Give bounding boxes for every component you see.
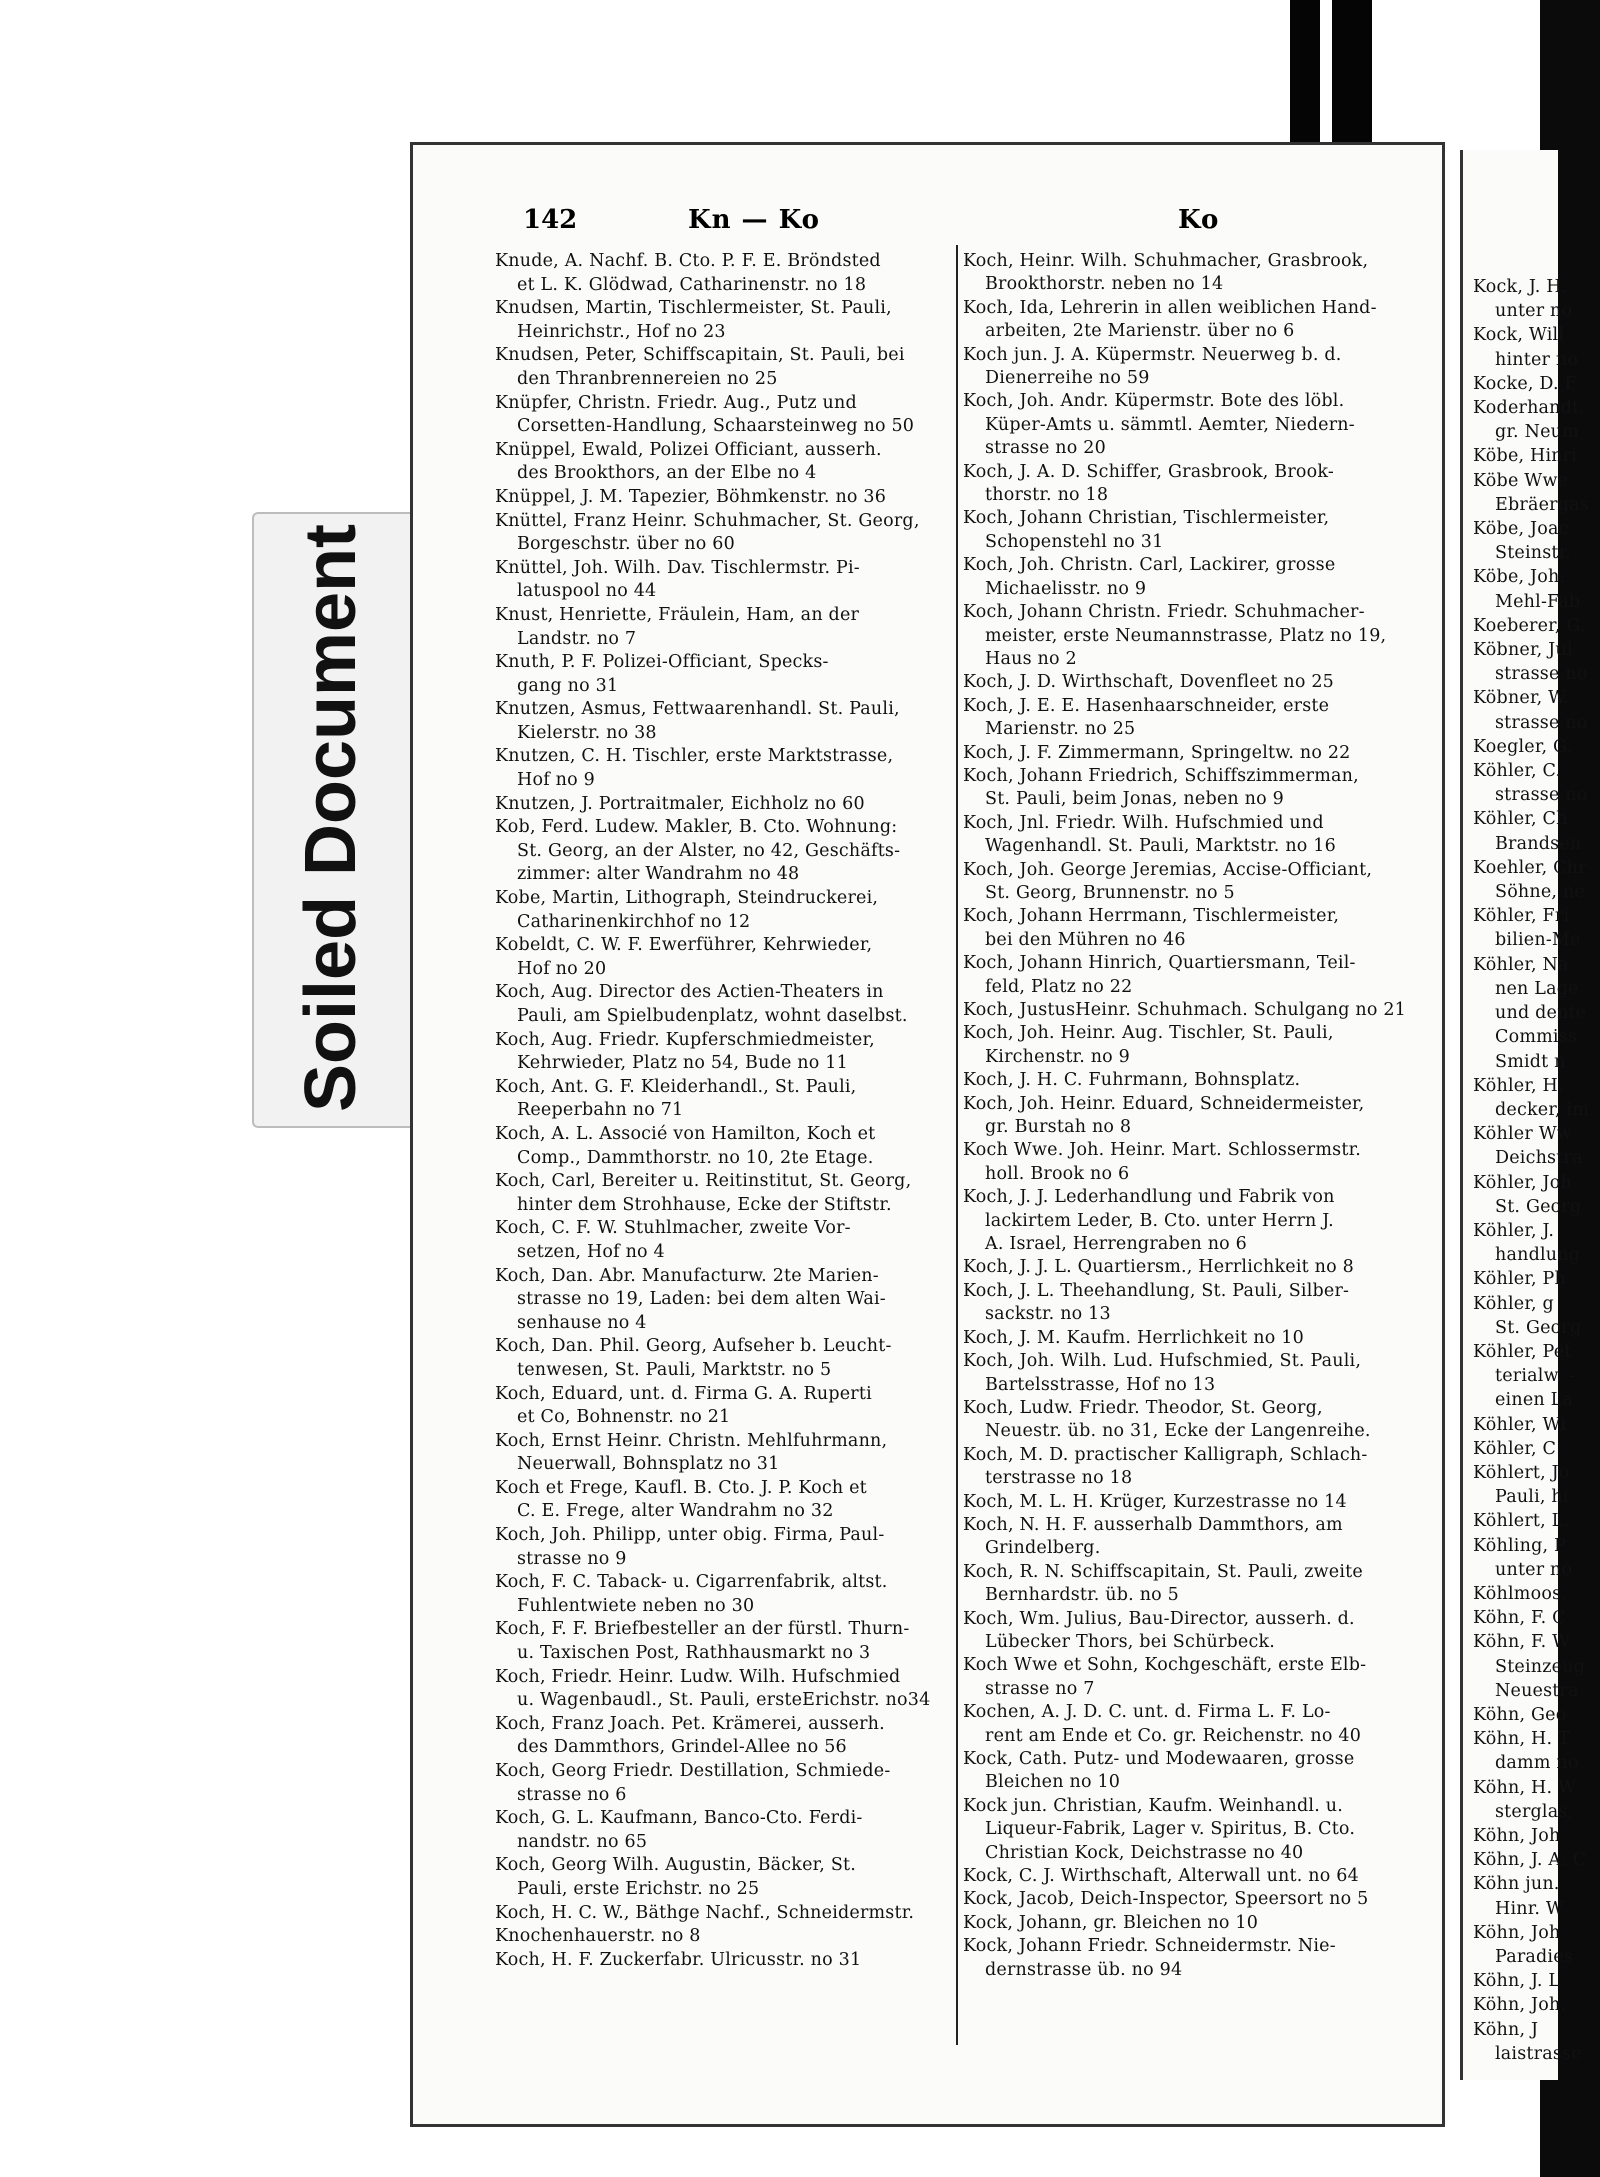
entry-line: des Brookthors, an der Elbe no 4 (517, 463, 817, 484)
entry-line: Deichstra (1495, 1148, 1583, 1169)
entry-line: Mehl-Fab (1495, 591, 1581, 612)
entry-line: et L. K. Glödwad, Catharinenstr. no 18 (517, 274, 867, 295)
entry-line: Hof no 20 (517, 958, 607, 979)
entry-line: Knüpfer, Christn. Friedr. Aug., Putz und (495, 392, 857, 413)
entry-line: Reeperbahn no 71 (517, 1100, 684, 1121)
entry-line: Köhler Ww (1473, 1124, 1573, 1145)
entry-line: Köhler, Na (1473, 954, 1569, 975)
entry-line: Köhn, J (1473, 2019, 1539, 2040)
entry-line: und dente (1495, 1003, 1587, 1024)
entry-line: Köhn, J. A. C (1473, 1850, 1587, 1871)
entry-line: St. Georg (1495, 1317, 1582, 1338)
entry-line: tenwesen, St. Pauli, Marktstr. no 5 (517, 1359, 832, 1380)
entry-line: strasse no 6 (517, 1784, 627, 1805)
entry-line: Kock, J. H. (1473, 277, 1568, 297)
entry-line: Grindelberg. (985, 1538, 1101, 1559)
entry-line: Bleichen no 10 (985, 1772, 1121, 1793)
entry-line: thorstr. no 18 (985, 485, 1109, 506)
entry-line: u. Wagenbaudl., St. Pauli, ersteErichstr. no34 (517, 1690, 931, 1711)
entry-line: Ebräergas (1495, 494, 1589, 515)
entry-line: Koch, H. F. Zuckerfabr. Ulricusstr. no 31 (495, 1949, 862, 1970)
entry-line: Knust, Henriette, Fräulein, Ham, an der (495, 604, 860, 625)
entry-line: Koch, J. M. Kaufm. Herrlichkeit no 10 (963, 1327, 1304, 1348)
entry-line: Köhler, Pet (1473, 1341, 1572, 1362)
entry-line: Koch, Ernst Heinr. Christn. Mehlfuhrmann, (495, 1430, 888, 1451)
entry-line: Kob, Ferd. Ludew. Makler, B. Cto. Wohnung: (495, 817, 898, 838)
entry-line: Köbe Wwe (1473, 470, 1569, 491)
entry-line: Knutzen, Asmus, Fettwaarenhandl. St. Pauli, (495, 699, 900, 720)
entry-line: Koehler, Chr (1473, 857, 1587, 878)
entry-line: Smidt n (1495, 1051, 1566, 1072)
entry-line: Köhler, Wi (1473, 1414, 1567, 1435)
entry-line: Köhlert, Jo (1473, 1462, 1570, 1483)
entry-line: Koch, Joh. Wilh. Lud. Hufschmied, St. Pauli, (963, 1351, 1362, 1372)
entry-line: latuspool no 44 (517, 581, 657, 602)
entry-line: Steinstr. (1495, 543, 1572, 564)
entry-line: Koch, Johann Friedrich, Schiffszimmerman, (963, 765, 1359, 786)
right-column (963, 250, 1433, 1982)
entry-line: Köbe, Hinri (1473, 446, 1578, 467)
entry-line: unter no (1495, 301, 1573, 322)
right-heading: Ko (1178, 205, 1220, 235)
entry-line: Knutzen, J. Portraitmaler, Eichholz no 60 (495, 793, 865, 814)
entry-line: Koch, M. D. practischer Kalligraph, Schlach- (963, 1444, 1368, 1465)
entry-line: Köhler, H. (1473, 1075, 1564, 1096)
entry-line: Köhn jun. (1473, 1874, 1560, 1895)
entry-line: decker, im (1495, 1099, 1590, 1120)
entry-line: Pauli, hi (1495, 1487, 1569, 1508)
entry-line: Borgeschstr. über no 60 (517, 534, 735, 555)
entry-line: Commiss (1495, 1027, 1578, 1048)
entry-line: Koch, J. J. Lederhandlung und Fabrik von (963, 1187, 1335, 1208)
entry-line: meister, erste Neumannstrasse, Platz no 19, (985, 625, 1387, 646)
entry-line: unter no (1495, 1559, 1573, 1580)
entry-line: sackstr. no 13 (985, 1304, 1111, 1325)
entry-line: St. Georg (1495, 1196, 1582, 1217)
entry-line: Koch, J. F. Zimmermann, Springeltw. no 22 (963, 742, 1351, 763)
entry-line: Koch, Jnl. Friedr. Wilh. Hufschmied und (963, 812, 1324, 833)
entry-line: Dienerreihe no 59 (985, 368, 1150, 389)
entry-line: nandstr. no 65 (517, 1831, 648, 1852)
entry-line: hinter dem Strohhause, Ecke der Stiftstr. (517, 1194, 892, 1215)
entry-line: Köhn, H. T (1473, 1729, 1570, 1750)
column-divider (956, 245, 958, 2045)
entry-line: den Thranbrennereien no 25 (517, 368, 778, 389)
entry-line: terialw. - (1495, 1366, 1575, 1387)
soiled-document-label: Soiled Document (291, 523, 371, 1113)
entry-line: Koch Wwe et Sohn, Kochgeschäft, erste Elb- (963, 1655, 1367, 1676)
entry-line: Landstr. no 7 (517, 628, 637, 649)
entry-line: Köhler, C (1473, 1438, 1557, 1459)
entry-line: Christian Kock, Deichstrasse no 40 (985, 1842, 1304, 1863)
entry-line: Kock, Johann Friedr. Schneidermstr. Nie- (963, 1936, 1336, 1957)
entry-line: Koch Wwe. Joh. Heinr. Mart. Schlossermstr. (963, 1140, 1361, 1161)
directory-page (410, 142, 1445, 2127)
entry-line: dernstrasse üb. no 94 (985, 1959, 1183, 1980)
entry-line: Koch, Johann Christian, Tischlermeister, (963, 508, 1330, 529)
entry-line: Koch, Franz Joach. Pet. Krämerei, ausserh. (495, 1713, 885, 1734)
entry-line: Brookthorstr. neben no 14 (985, 274, 1224, 295)
entry-line: strasse no (1495, 785, 1588, 806)
entry-line: Catharinenkirchhof no 12 (517, 911, 751, 932)
entry-line: Köhler, Ch (1473, 809, 1568, 830)
next-page-column (1473, 275, 1589, 2066)
entry-line: C. E. Frege, alter Wandrahm no 32 (517, 1501, 834, 1522)
entry-line: Koch, Johann Christn. Friedr. Schuhmacher- (963, 602, 1365, 623)
entry-line: Koch, Aug. Friedr. Kupferschmiedmeister, (495, 1029, 875, 1050)
entry-line: Knochenhauerstr. no 8 (495, 1926, 701, 1947)
entry-line: sterglas, (1495, 1801, 1574, 1822)
entry-line: Neuerwall, Bohnsplatz no 31 (517, 1454, 780, 1475)
entry-line: St. Georg, Brunnenstr. no 5 (985, 882, 1235, 903)
entry-line: Kobeldt, C. W. F. Ewerführer, Kehrwieder, (495, 935, 873, 956)
entry-line: Koch, Carl, Bereiter u. Reitinstitut, St. Georg, (495, 1171, 912, 1192)
entry-line: Koch, J. A. D. Schiffer, Grasbrook, Brook- (963, 461, 1334, 482)
page-header (413, 205, 1442, 245)
entry-line: strasse no 19, Laden: bei dem alten Wai- (517, 1289, 886, 1310)
left-column (495, 250, 955, 1972)
entry-line: Koch, Ida, Lehrerin in allen weiblichen Hand- (963, 297, 1377, 318)
entry-line: Knuth, P. F. Polizei-Officiant, Specks- (495, 652, 829, 673)
entry-line: Koch, Aug. Director des Actien-Theaters in (495, 982, 884, 1003)
entry-line: Koch, Joh. Philipp, unter obig. Firma, Paul- (495, 1525, 885, 1546)
entry-line: terstrasse no 18 (985, 1468, 1133, 1489)
entry-line: Koch, J. E. E. Hasenhaarschneider, erste (963, 695, 1330, 716)
entry-line: Neuestr. üb. no 31, Ecke der Langenreihe. (985, 1421, 1371, 1442)
entry-line: lackirtem Leder, B. Cto. unter Herrn J. (985, 1210, 1334, 1231)
entry-line: Koch, Joh. Heinr. Aug. Tischler, St. Pauli, (963, 1023, 1334, 1044)
entry-line: Comp., Dammthorstr. no 10, 2te Etage. (517, 1147, 874, 1168)
entry-line: hinter no (1495, 349, 1579, 370)
entry-line: Bernhardstr. üb. no 5 (985, 1585, 1180, 1606)
entry-line: arbeiten, 2te Marienstr. über no 6 (985, 321, 1295, 342)
entry-line: Knude, A. Nachf. B. Cto. P. F. E. Bröndsted (495, 251, 881, 271)
entry-line: Kehrwieder, Platz no 54, Bude no 11 (517, 1053, 848, 1074)
entry-line: Köhn, Geo (1473, 1704, 1567, 1725)
entry-line: Koch, J. J. L. Quartiersm., Herrlichkeit no 8 (963, 1257, 1354, 1278)
entry-line: Koch, Ludw. Friedr. Theodor, St. Georg, (963, 1397, 1323, 1418)
entry-line: Hof no 9 (517, 770, 595, 791)
entry-line: Kock, Will (1473, 325, 1565, 346)
entry-line: gang no 31 (517, 675, 619, 696)
entry-line: gr. Neum (1495, 422, 1579, 443)
entry-line: Koch, JustusHeinr. Schuhmach. Schulgang no 21 (963, 1000, 1407, 1020)
entry-line: Koch et Frege, Kaufl. B. Cto. J. P. Koch et (495, 1477, 867, 1498)
entry-line: Köhlmoos, (1473, 1583, 1568, 1604)
entry-line: Kocke, D. F (1473, 373, 1577, 394)
entry-line: Köbner, W. (1473, 688, 1570, 709)
entry-line: nen Lage (1495, 978, 1579, 999)
entry-line: Haus no 2 (985, 648, 1077, 669)
entry-line: Köhler, Fri (1473, 906, 1570, 927)
entry-line: Köhn, J. L (1473, 1971, 1561, 1992)
entry-line: Michaelisstr. no 9 (985, 578, 1147, 599)
entry-line: Koch, J. H. C. Fuhrmann, Bohnsplatz. (963, 1070, 1301, 1091)
entry-line: Koch, Georg Wilh. Augustin, Bäcker, St. (495, 1855, 857, 1876)
entry-line: Knutzen, C. H. Tischler, erste Marktstrasse, (495, 746, 894, 767)
entry-line: Koch, F. C. Taback- u. Cigarrenfabrik, altst. (495, 1572, 888, 1593)
entry-line: Koch, F. F. Briefbesteller an der fürstl. Thurn- (495, 1619, 910, 1640)
entry-line: Koch, Heinr. Wilh. Schuhmacher, Grasbrook, (963, 251, 1369, 271)
entry-line: Köhn, F. C (1473, 1608, 1566, 1629)
entry-line: Kirchenstr. no 9 (985, 1046, 1131, 1067)
entry-line: Knudsen, Martin, Tischlermeister, St. Pauli, (495, 298, 892, 319)
entry-line: einen La (1495, 1390, 1574, 1411)
entry-line: Köhn, F. W (1473, 1632, 1571, 1653)
entry-line: handlung (1495, 1245, 1581, 1266)
entry-line: St. Pauli, beim Jonas, neben no 9 (985, 789, 1284, 810)
entry-line: Kock, C. J. Wirthschaft, Alterwall unt. no 64 (963, 1866, 1359, 1887)
entry-line: strasse no 7 (985, 1678, 1095, 1699)
entry-line: Marienstr. no 25 (985, 719, 1136, 740)
entry-line: Köhn, Joh (1473, 1922, 1561, 1943)
entry-line: Koch, Dan. Abr. Manufacturw. 2te Marien- (495, 1265, 879, 1286)
entry-line: Fuhlentwiete neben no 30 (517, 1595, 755, 1616)
entry-line: Köhler, C. (1473, 761, 1562, 782)
entry-line: Knüppel, Ewald, Polizei Officiant, ausserh. (495, 439, 882, 460)
entry-line: Koch jun. J. A. Küpermstr. Neuerweg b. d. (963, 344, 1342, 365)
entry-line: Koeberer, G. (1473, 615, 1586, 636)
black-stripe (1332, 0, 1372, 150)
entry-line: Koch, J. L. Theehandlung, St. Pauli, Silber- (963, 1280, 1350, 1301)
entry-line: gr. Burstah no 8 (985, 1117, 1132, 1138)
entry-line: Koch, H. C. W., Bäthge Nachf., Schneidermstr. (495, 1902, 915, 1923)
entry-line: Koch, Eduard, unt. d. Firma G. A. Ruperti (495, 1383, 872, 1404)
entry-line: rent am Ende et Co. gr. Reichenstr. no 40 (985, 1725, 1362, 1746)
entry-line: Kielerstr. no 38 (517, 722, 657, 743)
entry-line: Koch, R. N. Schiffscapitain, St. Pauli, zweite (963, 1561, 1363, 1582)
entry-line: Söhne, ne (1495, 882, 1585, 903)
entry-line: St. Georg, an der Alster, no 42, Geschäfts- (517, 840, 901, 861)
entry-line: strasse no 9 (517, 1548, 627, 1569)
entry-line: Koch, Joh. Christn. Carl, Lackirer, grosse (963, 555, 1336, 576)
entry-line: senhause no 4 (517, 1312, 647, 1333)
entry-line: Koch, N. H. F. ausserhalb Dammthors, am (963, 1514, 1343, 1535)
entry-line: Koch, Johann Hinrich, Quartiersmann, Teil- (963, 953, 1356, 974)
entry-line: Köhler, g (1473, 1293, 1554, 1314)
page-number: 142 (523, 205, 578, 235)
entry-line: Kock, Jacob, Deich-Inspector, Speersort no 5 (963, 1889, 1369, 1910)
entry-line: Kock, Cath. Putz- und Modewaaren, grosse (963, 1749, 1355, 1769)
entry-line: Kobe, Martin, Lithograph, Steindruckerei, (495, 888, 879, 909)
entry-line: Liqueur-Fabrik, Lager v. Spiritus, B. Cto. (985, 1819, 1356, 1840)
left-heading: Kn — Ko (688, 205, 820, 235)
entry-line: Küper-Amts u. sämmtl. Aemter, Niedern- (985, 414, 1355, 435)
entry-line: feld, Platz no 22 (985, 976, 1133, 997)
entry-line: Knudsen, Peter, Schiffscapitain, St. Pauli, bei (495, 345, 905, 366)
entry-line: Koch, A. L. Associé von Hamilton, Koch et (495, 1123, 876, 1144)
entry-line: Koch, Wm. Julius, Bau-Director, ausserh. d. (963, 1608, 1355, 1629)
entry-line: Knüttel, Joh. Wilh. Dav. Tischlermstr. Pi- (495, 557, 860, 578)
entry-line: damm no (1495, 1753, 1579, 1774)
entry-line: Kock, Johann, gr. Bleichen no 10 (963, 1912, 1259, 1933)
entry-line: Koch, Joh. Andr. Küpermstr. Bote des löbl. (963, 391, 1345, 412)
entry-line: Knüppel, J. M. Tapezier, Böhmkenstr. no 36 (495, 486, 887, 507)
entry-line: Köhn, Joh. (1473, 1995, 1567, 2016)
entry-line: Koch, Johann Herrmann, Tischlermeister, (963, 906, 1340, 927)
entry-line: Köbner, Jul (1473, 640, 1573, 661)
entry-line: Köhn, H. W (1473, 1777, 1577, 1798)
entry-line: Köhlert, L. (1473, 1511, 1570, 1532)
entry-line: Koch, Joh. George Jeremias, Accise-Officiant, (963, 859, 1373, 880)
entry-line: Schopenstehl no 31 (985, 531, 1164, 552)
entry-line: Brandsen (1495, 833, 1582, 854)
entry-line: Köhn, Joh. (1473, 1826, 1567, 1846)
entry-line: Koch, C. F. W. Stuhlmacher, zweite Vor- (495, 1218, 851, 1239)
entry-line: et Co, Bohnenstr. no 21 (517, 1407, 731, 1428)
entry-line: Paradies (1495, 1947, 1573, 1968)
entry-line: Koch, Friedr. Heinr. Ludw. Wilh. Hufschmied (495, 1666, 901, 1687)
entry-line: Kochen, A. J. D. C. unt. d. Firma L. F. Lo- (963, 1702, 1331, 1723)
entry-line: Neuestra (1495, 1680, 1579, 1701)
entry-line: Köhler, Ph (1473, 1269, 1566, 1290)
entry-line: Steinzeug (1495, 1656, 1586, 1677)
next-page-edge (1460, 150, 1590, 2080)
entry-line: Koch, Joh. Heinr. Eduard, Schneidermeister, (963, 1093, 1365, 1114)
entry-line: Bartelsstrasse, Hof no 13 (985, 1374, 1216, 1395)
entry-line: strasse no 20 (985, 438, 1106, 459)
entry-line: setzen, Hof no 4 (517, 1241, 665, 1262)
entry-line: laistrasse (1495, 2043, 1582, 2064)
entry-line: Köhler, J. (1473, 1220, 1555, 1241)
entry-line: Köbe, Joac (1473, 519, 1569, 540)
entry-line: holl. Brook no 6 (985, 1163, 1130, 1184)
black-stripe (1290, 0, 1320, 150)
entry-line: des Dammthors, Grindel-Allee no 56 (517, 1737, 847, 1758)
entry-line: Koch, Ant. G. F. Kleiderhandl., St. Pauli, (495, 1076, 857, 1097)
entry-line: strasse no (1495, 712, 1588, 733)
entry-line: Lübecker Thors, bei Schürbeck. (985, 1631, 1276, 1652)
entry-line: Pauli, erste Erichstr. no 25 (517, 1878, 760, 1899)
entry-line: bilien-Me (1495, 930, 1581, 951)
entry-line: Köhling, P (1473, 1535, 1566, 1556)
entry-line: Corsetten-Handlung, Schaarsteinweg no 50 (517, 416, 915, 437)
entry-line: Koderhandt, (1473, 398, 1586, 419)
entry-line: zimmer: alter Wandrahm no 48 (517, 864, 800, 885)
entry-line: Koch, G. L. Kaufmann, Banco-Cto. Ferdi- (495, 1808, 863, 1829)
entry-line: Koegler, G. (1473, 736, 1573, 757)
entry-line: A. Israel, Herrengraben no 6 (985, 1234, 1248, 1255)
entry-line: u. Taxischen Post, Rathhausmarkt no 3 (517, 1643, 871, 1664)
entry-line: Hinr. W (1495, 1898, 1565, 1919)
entry-line: Köbe, Joh. (1473, 567, 1566, 588)
entry-line: strasse no (1495, 664, 1588, 685)
entry-line: Koch, Georg Friedr. Destillation, Schmiede- (495, 1761, 891, 1781)
entry-line: Koch, M. L. H. Krüger, Kurzestrasse no 14 (963, 1491, 1347, 1512)
entry-line: bei den Mühren no 46 (985, 929, 1186, 950)
entry-line: Kock jun. Christian, Kaufm. Weinhandl. u. (963, 1795, 1343, 1816)
entry-line: Koch, J. D. Wirthschaft, Dovenfleet no 25 (963, 672, 1335, 693)
entry-line: Koch, Dan. Phil. Georg, Aufseher b. Leucht- (495, 1336, 892, 1357)
entry-line: Pauli, am Spielbudenplatz, wohnt daselbst. (517, 1006, 908, 1026)
entry-line: Köhler, Joh (1473, 1172, 1572, 1193)
entry-line: Knüttel, Franz Heinr. Schuhmacher, St. Georg, (495, 510, 920, 531)
entry-line: Wagenhandl. St. Pauli, Marktstr. no 16 (985, 836, 1336, 857)
entry-line: Heinrichstr., Hof no 23 (517, 321, 726, 342)
